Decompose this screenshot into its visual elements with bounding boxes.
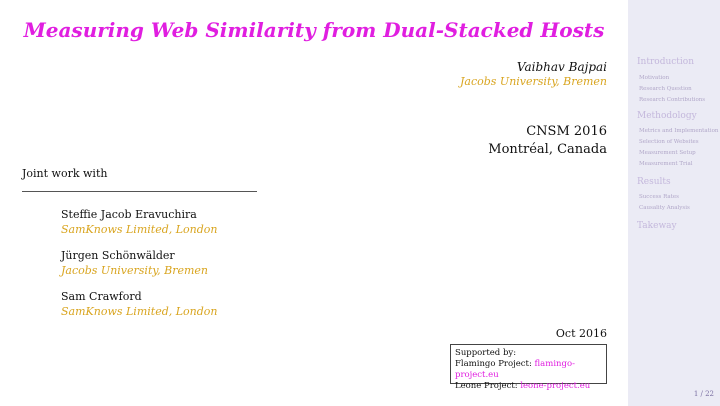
nav-item-measurement-setup[interactable]: Measurement Setup — [639, 150, 696, 156]
nav-item-selection-of-websites[interactable]: Selection of Websites — [639, 139, 699, 145]
nav-item-measurement-trial[interactable]: Measurement Trial — [639, 161, 693, 167]
support-heading: Supported by: — [455, 348, 517, 358]
nav-item-success-rates[interactable]: Success Rates — [639, 194, 679, 200]
nav-item-research-question[interactable]: Research Question — [639, 86, 692, 92]
collaborator-name: Jürgen Schönwälder — [61, 249, 175, 262]
nav-section-takeway[interactable]: Takeway — [637, 221, 677, 231]
support-box — [450, 344, 607, 391]
flamingo-link[interactable]: flamingo-project.eu — [455, 359, 575, 380]
divider — [22, 191, 257, 192]
nav-item-causality-analysis[interactable]: Causality Analysis — [639, 205, 690, 211]
nav-section-methodology[interactable]: Methodology — [637, 111, 697, 121]
page-number: 1 / 22 — [693, 390, 714, 398]
collaborator-name: Steffie Jacob Eravuchira — [61, 208, 197, 221]
leone-label: Leone Project: — [455, 381, 521, 391]
collaborator-affiliation: Jacobs University, Bremen — [61, 264, 208, 277]
collaborator — [61, 249, 208, 277]
collaborator — [61, 208, 218, 236]
presenter-name: Vaibhav Bajpai — [516, 60, 607, 74]
support-leone — [455, 381, 602, 392]
slide-title: Measuring Web Similarity from Dual-Stacked Hosts — [23, 18, 605, 42]
nav-section-introduction[interactable]: Introduction — [637, 57, 694, 67]
collaborator-affiliation: SamKnows Limited, London — [61, 305, 218, 318]
nav-section-results[interactable]: Results — [637, 177, 671, 187]
flamingo-label: Flamingo Project: — [455, 359, 535, 369]
collaborator-affiliation: SamKnows Limited, London — [61, 223, 218, 236]
joint-work-label: Joint work with — [22, 167, 108, 180]
support-flamingo — [455, 359, 602, 381]
conference-location: Montréal, Canada — [488, 142, 607, 157]
nav-item-motivation[interactable]: Motivation — [639, 75, 670, 81]
nav-item-research-contributions[interactable]: Research Contributions — [639, 97, 706, 103]
collaborator-name: Sam Crawford — [61, 290, 142, 303]
leone-link[interactable]: leone-project.eu — [520, 381, 591, 391]
presenter-affiliation: Jacobs University, Bremen — [460, 75, 607, 88]
presentation-date: Oct 2016 — [555, 327, 607, 340]
collaborator — [61, 290, 218, 318]
nav-item-metrics[interactable]: Metrics and Implementation — [639, 128, 719, 134]
conference-name: CNSM 2016 — [526, 124, 607, 139]
